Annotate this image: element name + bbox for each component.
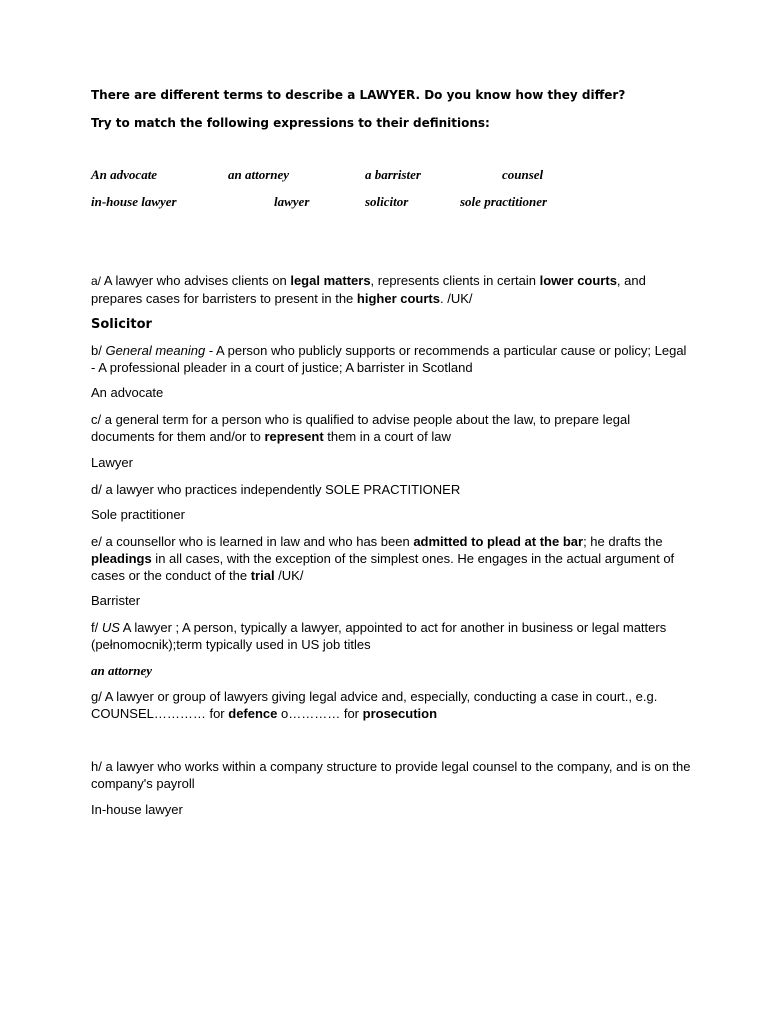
intro-instruction: Try to match the following expressions to their definitions: <box>91 116 490 130</box>
answer-d: Sole practitioner <box>91 507 185 522</box>
text: f/ <box>91 620 102 635</box>
text: c/ a general term for a person who is qualified to advise people about the law, to prepare legal documents for them and/or to <box>91 412 631 444</box>
text: /UK/ <box>274 568 304 583</box>
text: A lawyer who advises clients on <box>101 273 291 288</box>
definition-c <box>91 411 691 445</box>
text: . /UK/ <box>439 291 473 306</box>
text: d/ a lawyer who practices independently SOLE PRACTITIONER <box>91 482 461 497</box>
text: ; he drafts the <box>583 534 663 549</box>
term-in-house-lawyer: in-house lawyer <box>91 194 177 209</box>
text: them in a court of law <box>323 429 451 444</box>
definition-f <box>91 619 691 653</box>
emphasis: General meaning <box>105 343 206 358</box>
text: , represents clients in certain <box>370 273 540 288</box>
definition-a <box>91 272 691 307</box>
keyword: pleadings <box>91 551 152 566</box>
answer-b: An advocate <box>91 385 164 400</box>
text: in all cases, with the exception of the simplest ones. He engages in the actual argument of cases or the conduct of the <box>91 551 675 583</box>
answer-c: Lawyer <box>91 455 133 470</box>
answer-f: an attorney <box>91 663 153 678</box>
definition-b <box>91 342 691 376</box>
keyword: higher courts <box>356 291 440 306</box>
keyword: represent <box>264 429 324 444</box>
term-solicitor: solicitor <box>365 194 409 209</box>
term-lawyer: lawyer <box>274 194 310 209</box>
term-sole-practitioner: sole practitioner <box>460 194 548 209</box>
definition-marker: b/ <box>91 343 106 358</box>
text: e/ a counsellor who is learned in law and who has been <box>91 534 414 549</box>
keyword: trial <box>250 568 275 583</box>
text: g/ A lawyer or group of lawyers giving legal advice and, especially, conducting a case in court., e.g. COUNSEL………… for <box>91 689 658 721</box>
keyword: lower courts <box>539 273 617 288</box>
term-barrister: a barrister <box>365 167 421 182</box>
term-advocate: An advocate <box>91 167 158 182</box>
definition-marker: a/ <box>91 274 102 288</box>
term-counsel: counsel <box>502 167 544 182</box>
keyword: admitted to plead at the bar <box>413 534 584 549</box>
answer-a: Solicitor <box>91 317 152 332</box>
emphasis: US <box>101 620 120 635</box>
definition-h <box>91 758 691 792</box>
keyword: defence <box>228 706 278 721</box>
term-attorney: an attorney <box>228 167 290 182</box>
answer-h: In-house lawyer <box>91 802 183 817</box>
text: - A person who publicly supports or recommends a particular cause or policy; Legal - A professional pleader in a court of justice; A barrister in Scotland <box>91 343 687 375</box>
text: o………… for <box>277 706 363 721</box>
answer-e: Barrister <box>91 593 141 608</box>
definition-d <box>91 481 691 498</box>
intro-question: There are different terms to describe a LAWYER. Do you know how they differ? <box>91 88 626 102</box>
text: , and prepares cases for barristers to present in the <box>91 273 646 306</box>
keyword: legal matters <box>290 273 371 288</box>
keyword: prosecution <box>362 706 438 721</box>
definition-e <box>91 533 691 584</box>
text: h/ a lawyer who works within a company structure to provide legal counsel to the company, and is on the company's payroll <box>91 759 691 791</box>
text: A lawyer ; A person, typically a lawyer, appointed to act for another in business or legal matters (pełnomocnik);term typically used in US job titles <box>91 620 667 652</box>
definition-g <box>91 688 691 722</box>
